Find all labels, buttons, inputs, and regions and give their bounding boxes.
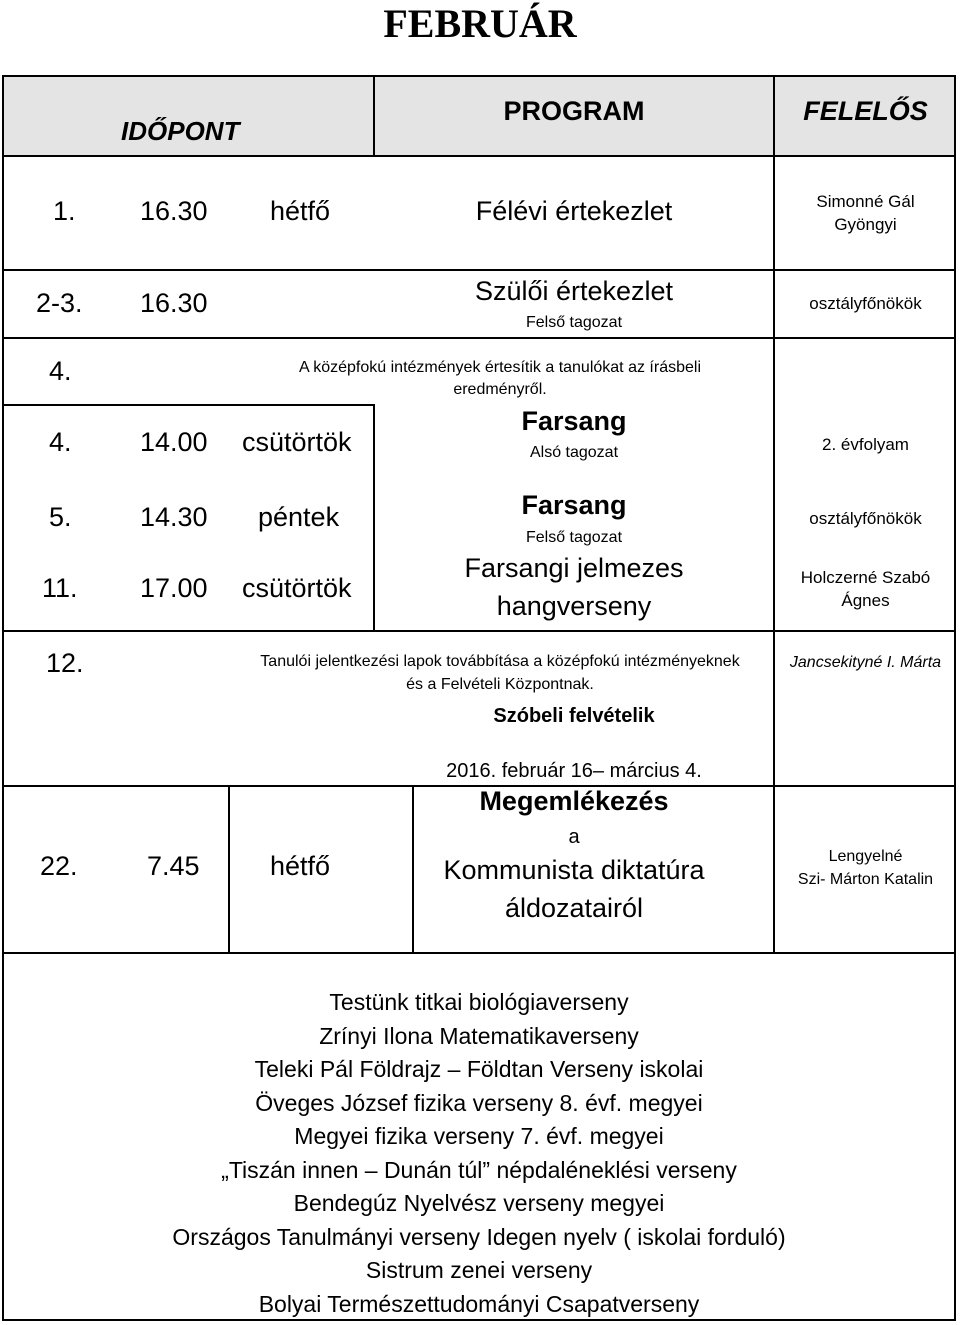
row3-day: 4. — [49, 356, 72, 386]
row2-program: Szülői értekezlet — [474, 276, 674, 306]
header-program: PROGRAM — [503, 96, 645, 126]
row1-program: Félévi értekezlet — [475, 196, 673, 226]
row4-program: Farsang — [521, 406, 627, 436]
row7-program-sub: Szóbeli felvételik — [493, 705, 655, 727]
row8-day: 22. — [40, 851, 78, 881]
row8-time: 7.45 — [147, 851, 200, 881]
row7-responsible: Jancsekityné I. Márta — [789, 654, 942, 671]
row4-weekday: csütörtök — [242, 427, 352, 457]
row4-program-sub: Alsó tagozat — [529, 444, 619, 461]
header-time: IDŐPONT — [121, 116, 240, 146]
competition-item: Sistrum zenei verseny — [365, 1257, 593, 1283]
row2-responsible: osztályfőnökök — [809, 294, 922, 313]
row7-program-line2: és a Felvételi Központnak. — [406, 676, 594, 693]
row6-responsible-line1: Holczerné Szabó — [800, 568, 931, 587]
row8-program: Megemlékezés — [479, 786, 669, 816]
row1-responsible-line2: Gyöngyi — [834, 215, 897, 234]
row8-program-line3: Kommunista diktatúra — [443, 855, 705, 885]
row6-responsible-line2: Ágnes — [841, 591, 890, 610]
row5-weekday: péntek — [258, 502, 340, 532]
row4-time: 14.00 — [140, 427, 208, 457]
row2-time: 16.30 — [140, 288, 208, 318]
page-title: FEBRUÁR — [383, 1, 577, 46]
row5-program: Farsang — [521, 490, 627, 520]
row6-day: 11. — [42, 573, 78, 603]
competition-item: „Tiszán innen – Dunán túl” népdaléneklési verseny — [221, 1156, 737, 1183]
row2-program-sub: Felső tagozat — [525, 314, 623, 331]
row6-program-line2: hangverseny — [496, 591, 652, 621]
row8-responsible-line1: Lengyelné — [828, 848, 903, 865]
row5-day: 5. — [49, 502, 72, 532]
row1-day: 1. — [53, 196, 76, 226]
row5-responsible: osztályfőnökök — [809, 509, 922, 528]
row8-weekday: hétfő — [270, 851, 331, 881]
competition-item: Testünk titkai biológiaverseny — [329, 989, 629, 1015]
row7-program-line1: Tanulói jelentkezési lapok továbbítása a középfokú intézményeknek — [260, 653, 740, 670]
header-responsible: FELELŐS — [803, 96, 928, 126]
row5-program-sub: Felső tagozat — [525, 529, 623, 546]
row6-weekday: csütörtök — [242, 573, 352, 603]
competitions-list — [2, 986, 956, 1321]
row4-day: 4. — [49, 427, 72, 457]
row8-program-line2: a — [568, 826, 580, 848]
competition-item: Öveges József fizika verseny 8. évf. megyei — [255, 1089, 703, 1116]
competition-item: Országos Tanulmányi verseny Idegen nyelv ( iskolai forduló) — [172, 1223, 786, 1250]
row2-day: 2-3. — [36, 288, 83, 318]
row8-responsible-line2: Szi- Márton Katalin — [797, 871, 934, 888]
row8-program-line4: áldozatairól — [504, 893, 644, 923]
row7-day: 12. — [46, 648, 84, 678]
competition-item: Teleki Pál Földrajz – Földtan Verseny iskolai — [254, 1056, 704, 1082]
competition-item: Megyei fizika verseny 7. évf. megyei — [294, 1123, 664, 1149]
row4-responsible: 2. évfolyam — [822, 435, 909, 454]
row1-weekday: hétfő — [270, 196, 331, 226]
row7-program-date: 2016. február 16– március 4. — [446, 760, 702, 782]
row3-program-line2: eredményről. — [453, 381, 547, 398]
row3-program-line1: A középfokú intézmények értesítik a tanulókat az írásbeli — [299, 359, 701, 376]
row5-time: 14.30 — [140, 502, 208, 532]
competition-item: Bolyai Természettudományi Csapatverseny — [258, 1290, 700, 1317]
competition-item: Zrínyi Ilona Matematikaverseny — [319, 1022, 639, 1049]
row6-time: 17.00 — [140, 573, 208, 603]
row6-program-line1: Farsangi jelmezes — [464, 553, 684, 583]
competition-item: Bendegúz Nyelvész verseny megyei — [293, 1190, 665, 1216]
row1-time: 16.30 — [140, 196, 208, 226]
row1-responsible-line1: Simonné Gál — [816, 192, 915, 211]
